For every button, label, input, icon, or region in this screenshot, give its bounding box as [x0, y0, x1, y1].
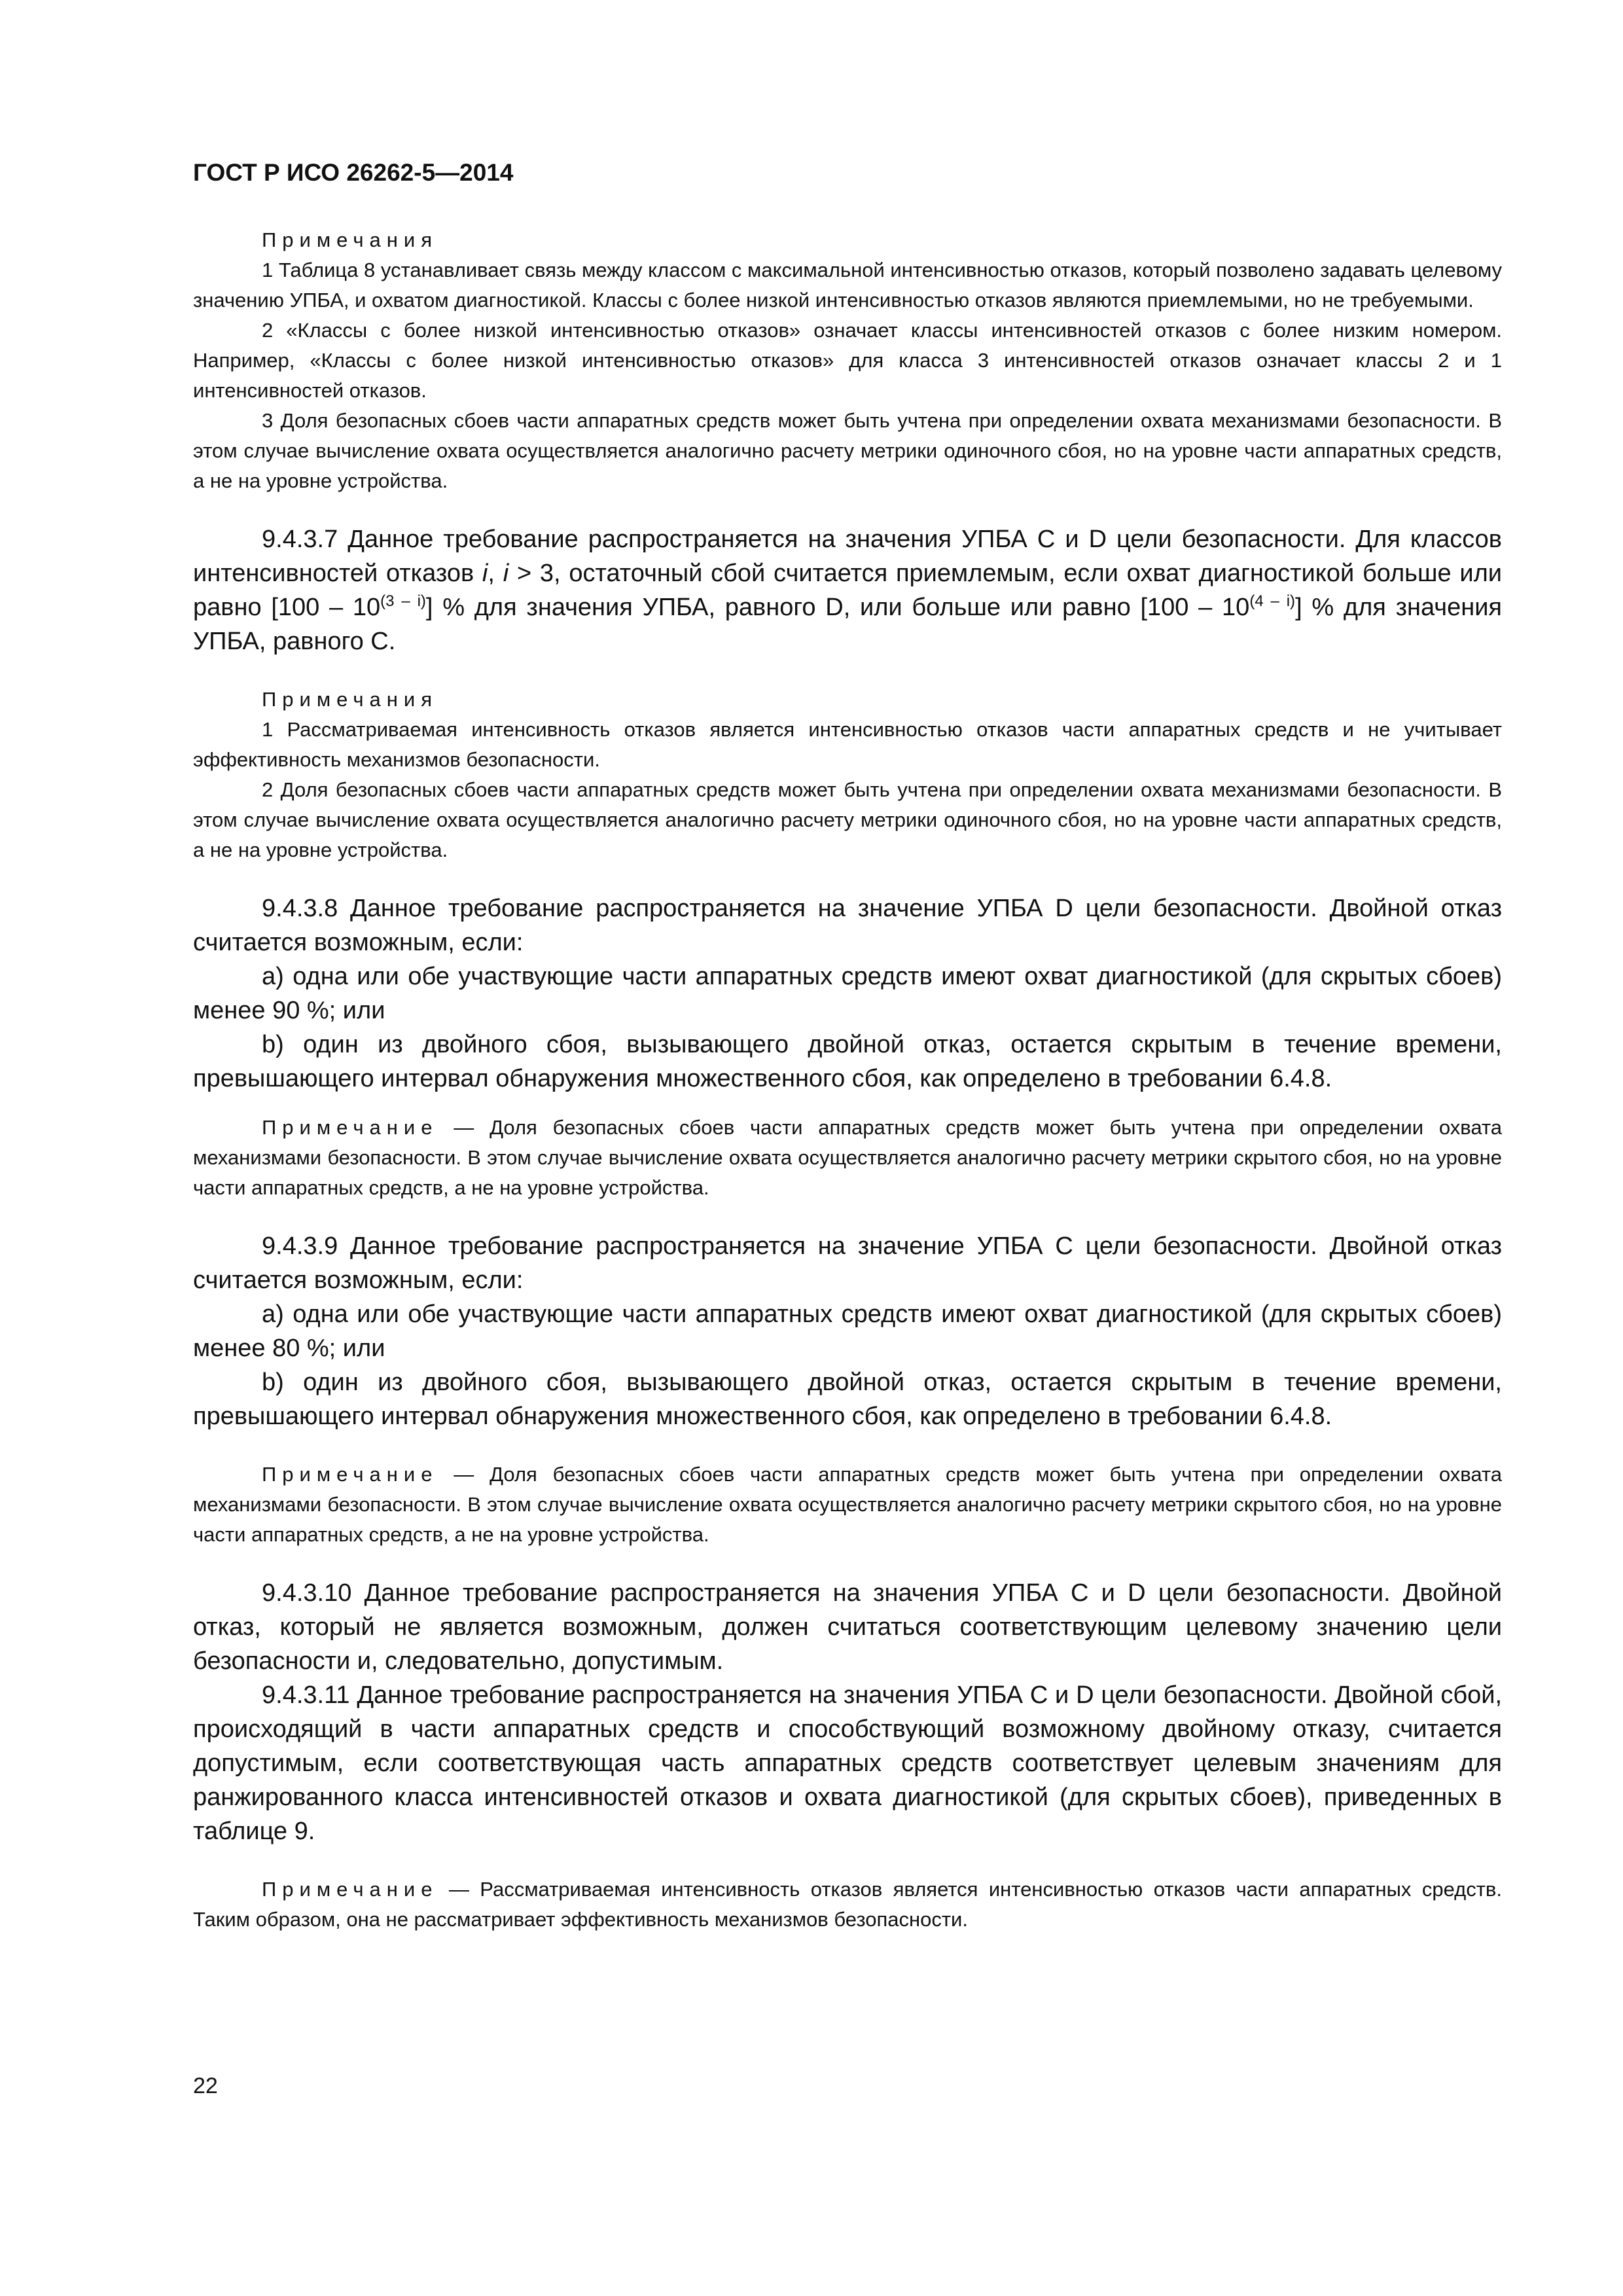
requirement-9-4-3-9: 9.4.3.9 Данное требование распространяется на значение УПБА C цели безопасности. Двойной отказ считается возможным, если: [193, 1232, 1502, 1294]
note-9-4-3-8 [193, 1113, 1502, 1203]
note-9-4-3-9 [193, 1460, 1502, 1550]
requirement-9-4-3-7 [193, 522, 1502, 658]
req-text: , [488, 560, 503, 587]
notes-label: Примечания [262, 228, 438, 251]
req-text: ] % для значения УПБА, равного D, или больше или равно [100 – 10 [425, 594, 1250, 621]
note-label: Примечание [262, 1463, 438, 1486]
note-item: 1 Таблица 8 устанавливает связь между классом с максимальной интенсивностью отказов, который позволено задавать целевому значению УПБА, и охватом диагностикой. Классы с более низкой интенсивностью отказов являются приемлемыми, но не требуемыми. [193, 259, 1502, 312]
notes-block-2 [193, 685, 1502, 865]
notes-label: Примечания [262, 688, 438, 711]
exponent: (4 – i) [1249, 592, 1296, 610]
note-label: Примечание [262, 1116, 438, 1139]
note-9-4-3-11 [193, 1874, 1502, 1935]
note-item: 2 Доля безопасных сбоев части аппаратных средств может быть учтена при определении охвата механизмами безопасности. В этом случае вычисление охвата осуществляется аналогично расчету метрики одиночного сбоя, но на уровне части аппаратных средств, а не на уровне устройства. [193, 778, 1502, 861]
note-text: — Доля безопасных сбоев части аппаратных средств может быть учтена при определении охвата механизмами безопасности. В этом случае вычисление охвата осуществляется аналогично расчету метрики скрытого сбоя, но на уровне части аппаратных средств, а не на уровне устройства. [193, 1463, 1502, 1546]
variable-i: i [482, 560, 488, 587]
notes-block-1 [193, 225, 1502, 496]
requirement-item-b: b) один из двойного сбоя, вызывающего двойной отказ, остается скрытым в течение времени, превышающего интервал обнаружения множественного сбоя, как определено в требовании 6.4.8. [193, 1031, 1502, 1092]
note-item: 2 «Классы с более низкой интенсивностью отказов» означает классы интенсивностей отказов с более низким номером. Например, «Классы с более низкой интенсивностью отказов» для класса 3 интенсивностей отказов означает классы 2 и 1 интенсивностей отказов. [193, 319, 1502, 402]
req-text: ] % для значения УПБА, равного C. [193, 594, 1502, 655]
requirement-item-b: b) один из двойного сбоя, вызывающего двойной отказ, остается скрытым в течение времени, превышающего интервал обнаружения множественного сбоя, как определено в требовании 6.4.8. [193, 1369, 1502, 1430]
requirement-9-4-3-8: 9.4.3.8 Данное требование распространяется на значение УПБА D цели безопасности. Двойной отказ считается возможным, если: [193, 895, 1502, 956]
document-header: ГОСТ Р ИСО 26262-5—2014 [193, 159, 514, 186]
requirement-9-4-3-11: 9.4.3.11 Данное требование распространяется на значения УПБА C и D цели безопасности. Двойной сбой, происходящий в части аппаратных средств и способствующий возможному двойному отказу, считается допустимым, если соответствующая часть аппаратных средств соответствует целевым значениям для ранжированного класса интенсивностей отказов и охвата диагностикой (для скрытых сбоев), приведенных в таблице 9. [193, 1681, 1502, 1845]
note-item: 1 Рассматриваемая интенсивность отказов является интенсивностью отказов части аппаратных средств и не учитывает эффективность механизмов безопасности. [193, 718, 1502, 771]
req-text: > 3, остаточный сбой считается приемлемым, если охват диагностикой больше или равно [100 – 10 [193, 560, 1503, 621]
page-number: 22 [193, 2073, 218, 2098]
note-text: — Рассматриваемая интенсивность отказов является интенсивностью отказов части аппаратных средств. Таким образом, она не рассматривает эффективность механизмов безопасности. [193, 1878, 1502, 1931]
requirement-item-a: a) одна или обе участвующие части аппаратных средств имеют охват диагностикой (для скрытых сбоев) менее 80 %; или [193, 1300, 1502, 1362]
note-label: Примечание [262, 1878, 438, 1901]
requirement-item-a: a) одна или обе участвующие части аппаратных средств имеют охват диагностикой (для скрытых сбоев) менее 90 %; или [193, 963, 1502, 1024]
exponent: (3 – i) [380, 592, 426, 610]
note-text: — Доля безопасных сбоев части аппаратных средств может быть учтена при определении охвата механизмами безопасности. В этом случае вычисление охвата осуществляется аналогично расчету метрики скрытого сбоя, но на уровне части аппаратных средств, а не на уровне устройства. [193, 1116, 1502, 1199]
variable-i: i [503, 560, 509, 587]
req-text: 9.4.3.7 Данное требование распространяется на значения УПБА C и D цели безопасности. Для классов интенсивностей отказов [193, 526, 1502, 587]
note-item: 3 Доля безопасных сбоев части аппаратных средств может быть учтена при определении охвата механизмами безопасности. В этом случае вычисление охвата осуществляется аналогично расчету метрики одиночного сбоя, но на уровне части аппаратных средств, а не на уровне устройства. [193, 409, 1502, 492]
document-page [193, 157, 1502, 1935]
requirement-9-4-3-10: 9.4.3.10 Данное требование распространяется на значения УПБА C и D цели безопасности. Двойной отказ, который не является возможным, должен считаться соответствующим целевому значению цели безопасности и, следовательно, допустимым. [193, 1579, 1503, 1675]
